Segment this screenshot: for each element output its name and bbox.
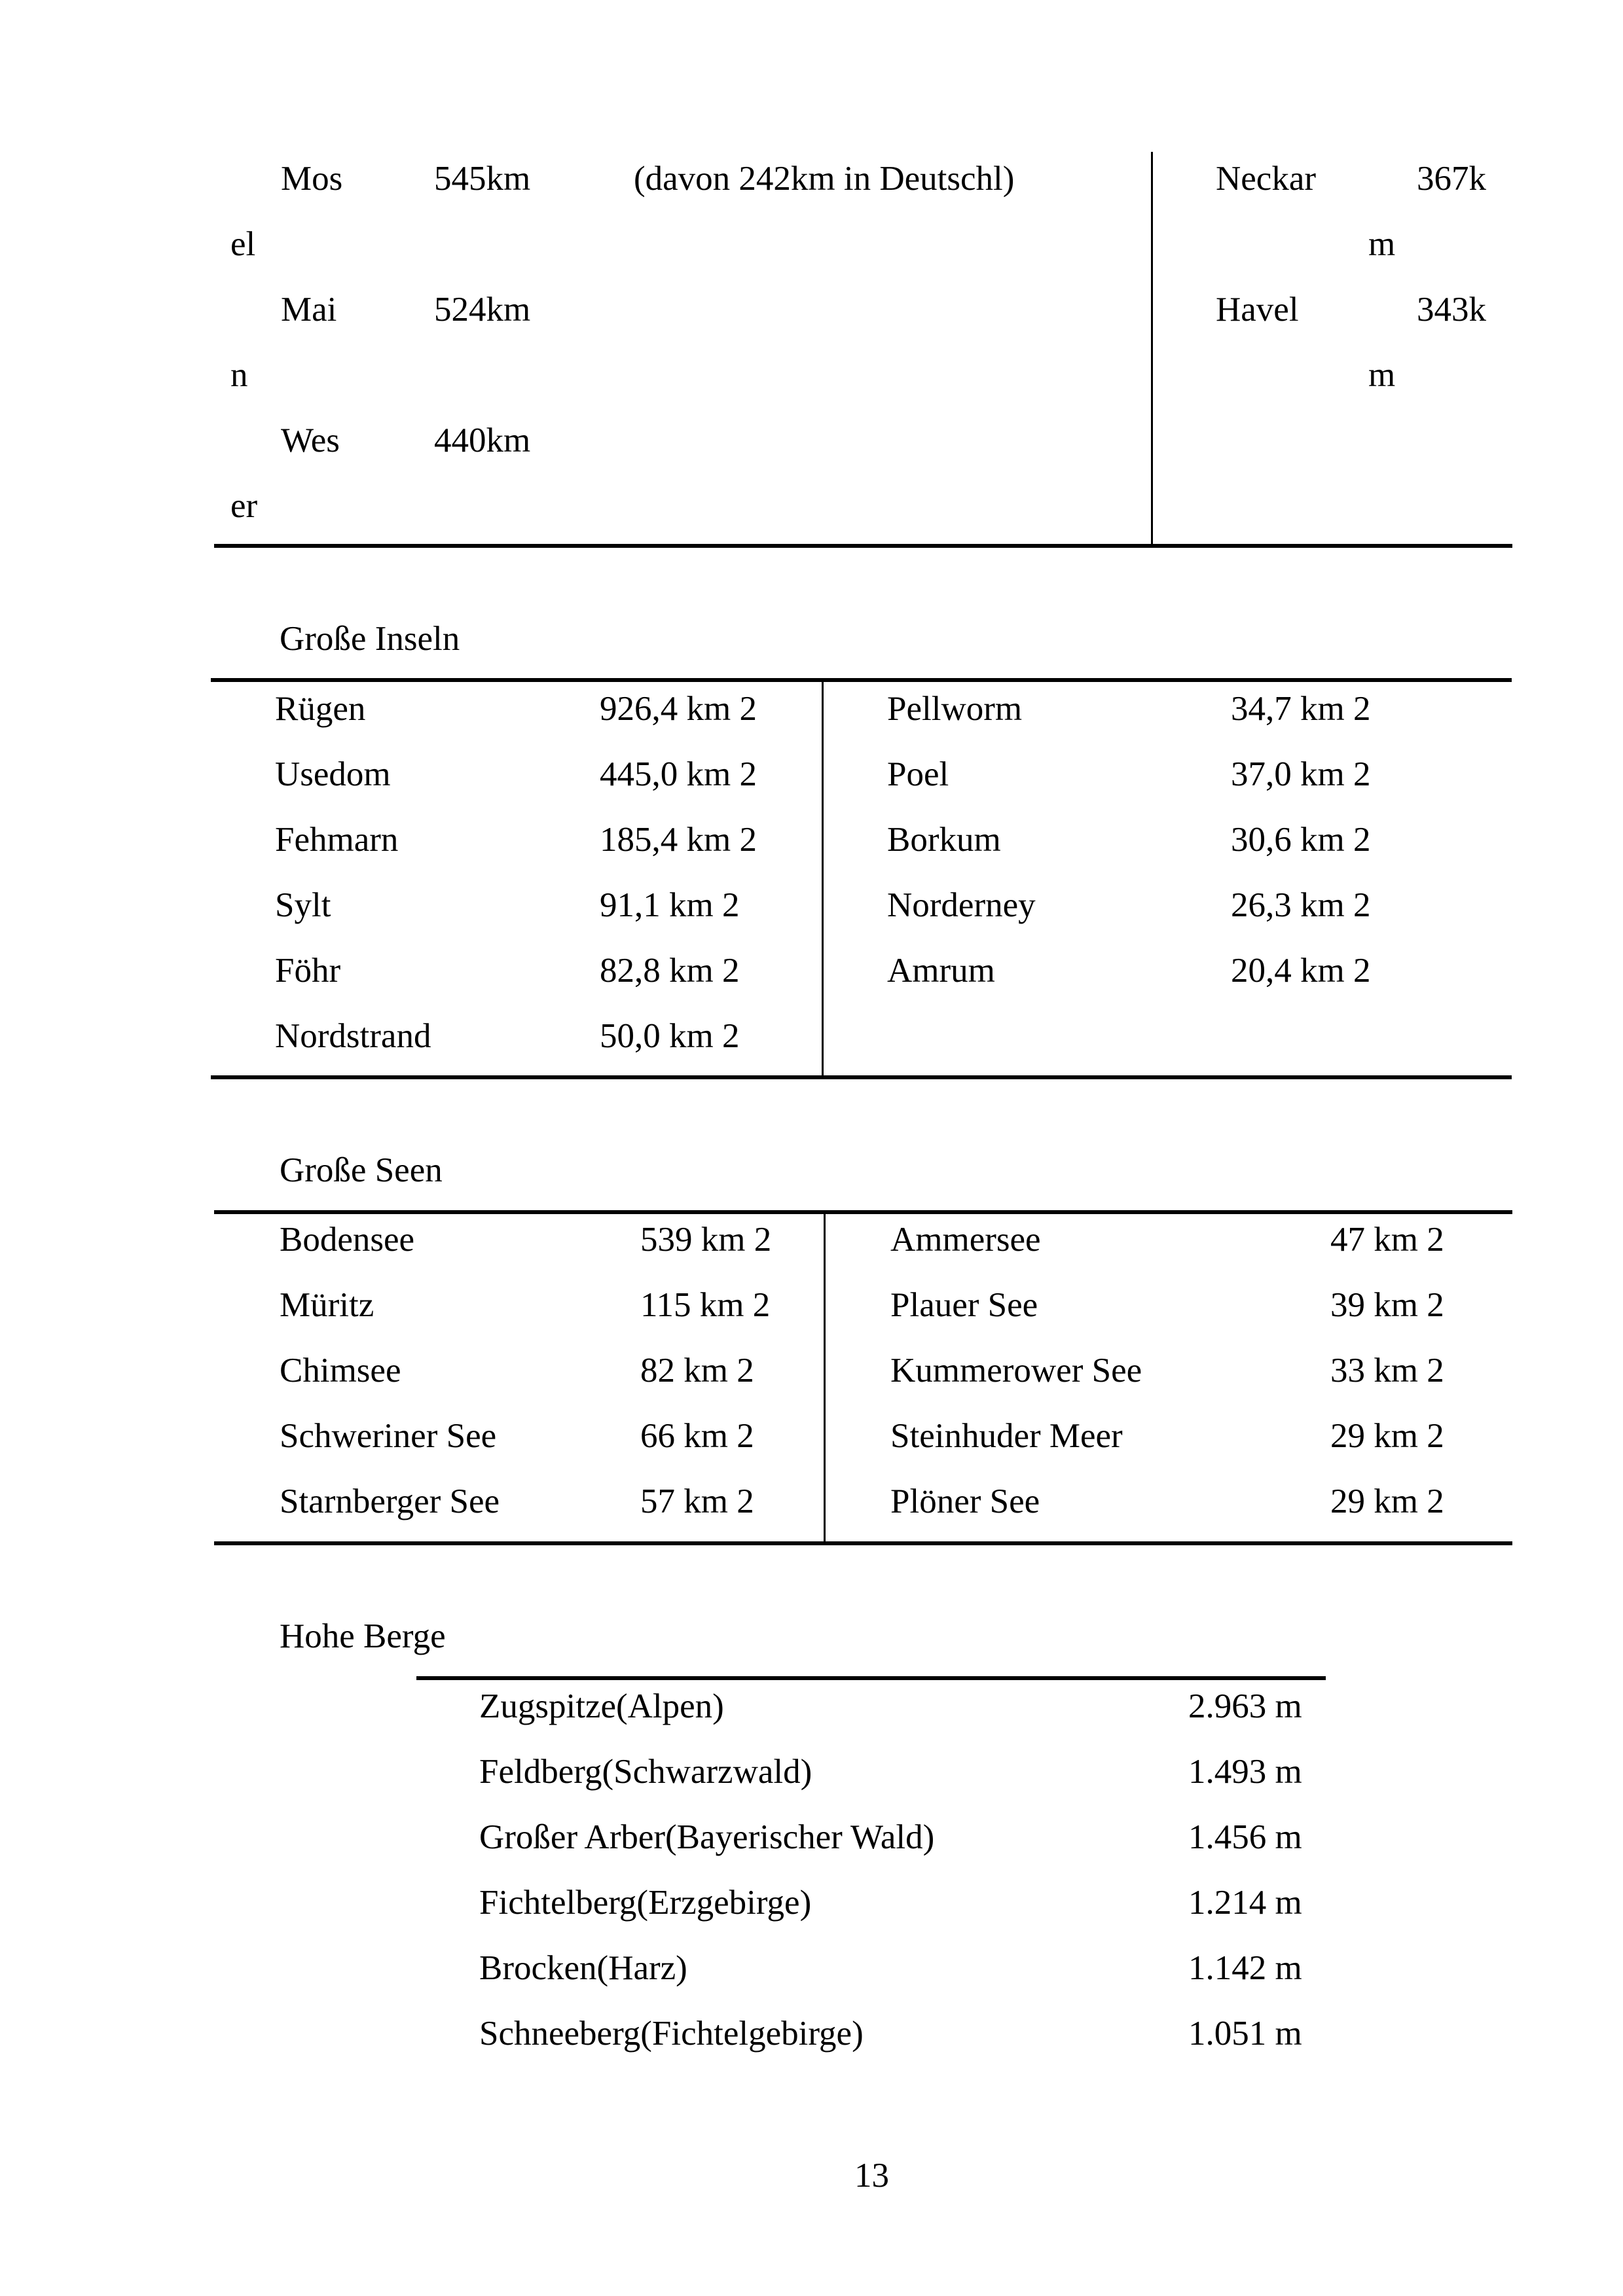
mountains-top-rule — [416, 1676, 1326, 1680]
river-name-wrap: er — [230, 487, 258, 525]
mountain-name: Brocken(Harz) — [479, 1949, 687, 1987]
island-name: Fehmarn — [275, 821, 399, 859]
mountain-height: 1.142 m — [1188, 1949, 1302, 1987]
island-area: 34,7 km 2 — [1231, 690, 1371, 728]
lake-area: 39 km 2 — [1330, 1286, 1444, 1324]
rivers-bottom-rule — [214, 544, 1512, 548]
river-name: Havel — [1216, 291, 1299, 329]
page-number: 13 — [854, 2157, 889, 2195]
island-area: 926,4 km 2 — [600, 690, 757, 728]
lakes-top-rule — [214, 1210, 1512, 1214]
river-length-wrap: m — [1368, 225, 1396, 263]
river-name: Wes — [281, 422, 340, 459]
river-length: 440km — [434, 422, 531, 459]
mountain-height: 2.963 m — [1188, 1687, 1302, 1725]
island-area: 37,0 km 2 — [1231, 755, 1371, 793]
river-name-wrap: n — [230, 356, 248, 394]
river-name: Mos — [281, 160, 343, 198]
river-length: 545km — [434, 160, 531, 198]
lakes-column-divider — [824, 1213, 826, 1544]
island-name: Rügen — [275, 690, 366, 728]
river-note: (davon 242km in Deutschl) — [634, 160, 1015, 198]
island-area: 20,4 km 2 — [1231, 952, 1371, 990]
lake-name: Steinhuder Meer — [890, 1417, 1123, 1455]
rivers-column-divider — [1151, 152, 1153, 547]
islands-bottom-rule — [211, 1075, 1512, 1079]
islands-column-divider — [822, 681, 824, 1078]
lake-area: 57 km 2 — [640, 1482, 754, 1520]
lake-area: 29 km 2 — [1330, 1482, 1444, 1520]
lake-area: 29 km 2 — [1330, 1417, 1444, 1455]
lake-name: Müritz — [280, 1286, 374, 1324]
mountain-name: Großer Arber(Bayerischer Wald) — [479, 1818, 935, 1856]
lake-area: 82 km 2 — [640, 1352, 754, 1390]
mountain-name: Feldberg(Schwarzwald) — [479, 1753, 812, 1791]
island-name: Föhr — [275, 952, 341, 990]
lake-name: Plauer See — [890, 1286, 1038, 1324]
island-area: 445,0 km 2 — [600, 755, 757, 793]
lake-name: Starnberger See — [280, 1482, 500, 1520]
section-title: Große Seen — [280, 1151, 443, 1189]
section-title: Hohe Berge — [280, 1617, 446, 1655]
island-name: Poel — [887, 755, 949, 793]
river-name: Mai — [281, 291, 337, 329]
lake-area: 33 km 2 — [1330, 1352, 1444, 1390]
lake-name: Plöner See — [890, 1482, 1040, 1520]
mountain-name: Schneeberg(Fichtelgebirge) — [479, 2015, 864, 2053]
island-area: 50,0 km 2 — [600, 1017, 740, 1055]
island-name: Pellworm — [887, 690, 1023, 728]
mountain-height: 1.456 m — [1188, 1818, 1302, 1856]
island-name: Nordstrand — [275, 1017, 431, 1055]
lake-name: Kummerower See — [890, 1352, 1142, 1390]
mountain-name: Zugspitze(Alpen) — [479, 1687, 724, 1725]
lake-area: 66 km 2 — [640, 1417, 754, 1455]
lake-name: Bodensee — [280, 1221, 415, 1259]
river-length: 343k — [1417, 291, 1486, 329]
lake-area: 115 km 2 — [640, 1286, 771, 1324]
mountain-height: 1.214 m — [1188, 1884, 1302, 1922]
lake-name: Schweriner See — [280, 1417, 497, 1455]
river-name: Neckar — [1216, 160, 1316, 198]
lake-area: 47 km 2 — [1330, 1221, 1444, 1259]
island-name: Usedom — [275, 755, 391, 793]
section-title: Große Inseln — [280, 620, 460, 658]
mountain-height: 1.051 m — [1188, 2015, 1302, 2053]
lake-area: 539 km 2 — [640, 1221, 772, 1259]
mountain-height: 1.493 m — [1188, 1753, 1302, 1791]
lakes-bottom-rule — [214, 1541, 1512, 1545]
islands-top-rule — [211, 678, 1512, 682]
mountain-name: Fichtelberg(Erzgebirge) — [479, 1884, 812, 1922]
island-name: Borkum — [887, 821, 1001, 859]
river-name-wrap: el — [230, 225, 256, 263]
island-name: Sylt — [275, 886, 331, 924]
river-length: 524km — [434, 291, 531, 329]
island-area: 26,3 km 2 — [1231, 886, 1371, 924]
island-name: Amrum — [887, 952, 995, 990]
island-area: 185,4 km 2 — [600, 821, 757, 859]
lake-name: Chimsee — [280, 1352, 401, 1390]
river-length: 367k — [1417, 160, 1486, 198]
lake-name: Ammersee — [890, 1221, 1041, 1259]
river-length-wrap: m — [1368, 356, 1396, 394]
island-area: 30,6 km 2 — [1231, 821, 1371, 859]
island-area: 91,1 km 2 — [600, 886, 740, 924]
island-area: 82,8 km 2 — [600, 952, 740, 990]
island-name: Norderney — [887, 886, 1036, 924]
